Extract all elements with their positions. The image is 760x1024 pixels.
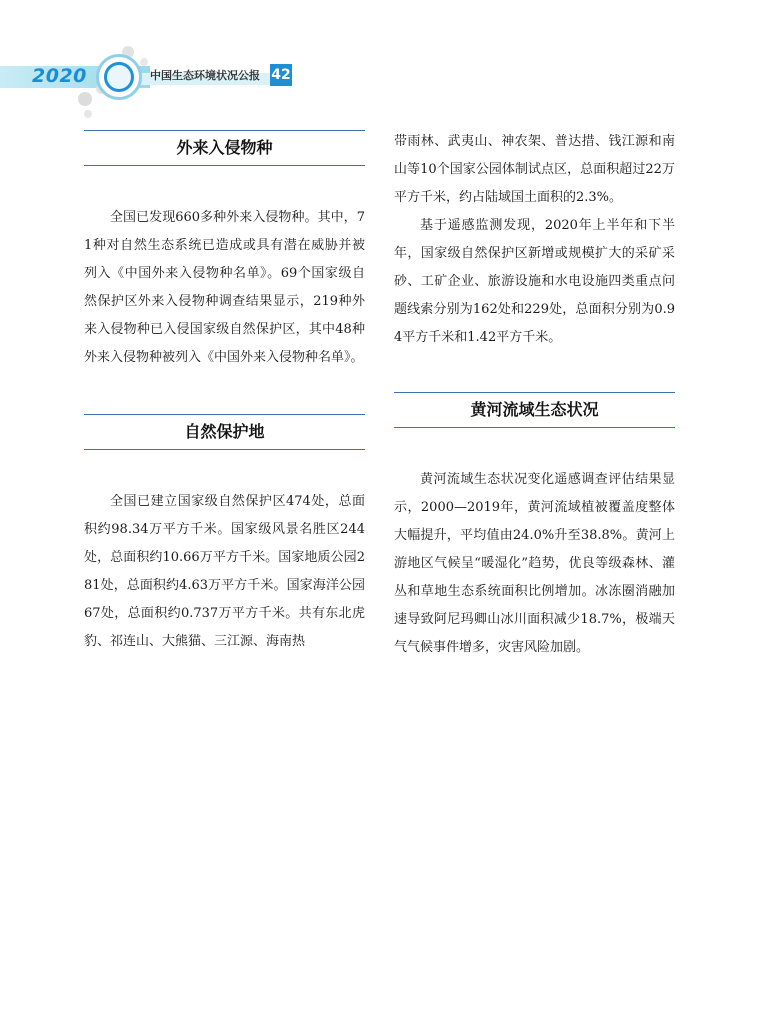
report-title: 中国生态环境状况公报 [150,69,260,82]
logo-ring-inner-icon [104,62,134,92]
invasive-species-paragraph: 全国已发现660多种外来入侵物种。其中，71种对自然生态系统已造成或具有潜在威胁并被列入《中国外来入侵物种名单》。69个国家级自然保护区外来入侵物种调查结果显示，219种外来入侵物种已入侵国家级自然保护区，其中48种外来入侵物种被列入《中国外来入侵物种名单》。 [84,210,365,365]
section-heading-yellow-river: 黄河流域生态状况 [394,392,675,428]
decor-dot [140,58,148,66]
section-heading-protected-areas: 自然保护地 [84,414,365,450]
remote-sensing-paragraph: 基于遥感监测发现，2020年上半年和下半年，国家级自然保护区新增或规模扩大的采矿采砂、工矿企业、旅游设施和水电设施四类重点问题线索分别为162处和229处，总面积分别为0.94平方千米和1.42平方千米。 [394,218,675,345]
protected-areas-continuation: 带雨林、武夷山、神农架、普达措、钱江源和南山等10个国家公园体制试点区，总面积超过22万平方千米，约占陆域国土面积的2.3%。 [394,134,675,205]
protected-areas-paragraph: 全国已建立国家级自然保护区474处，总面积约98.34万平方千米。国家级风景名胜区244处，总面积约10.66万平方千米。国家地质公园281处，总面积约4.63万平方千米。国家海洋公园67处，总面积约0.737万平方千米。共有东北虎豹、祁连山、大熊猫、三江源、海南热 [84,494,365,649]
left-column [84,130,365,656]
report-year: 2020 [32,65,87,87]
right-column [394,128,675,662]
decor-dot [78,92,92,106]
page-number: 42 [270,64,292,86]
decor-dot [84,110,92,118]
yellow-river-paragraph: 黄河流域生态状况变化遥感调查评估结果显示，2000—2019年，黄河流域植被覆盖度整体大幅提升，平均值由24.0%升至38.8%。黄河上游地区气候呈“暖湿化”趋势，优良等级森林、灌丛和草地生态系统面积比例增加。冰冻圈消融加速导致阿尼玛卿山冰川面积减少18.7%，极端天气气候事件增多，灾害风险加剧。 [394,472,675,655]
section-heading-invasive-species: 外来入侵物种 [84,130,365,166]
